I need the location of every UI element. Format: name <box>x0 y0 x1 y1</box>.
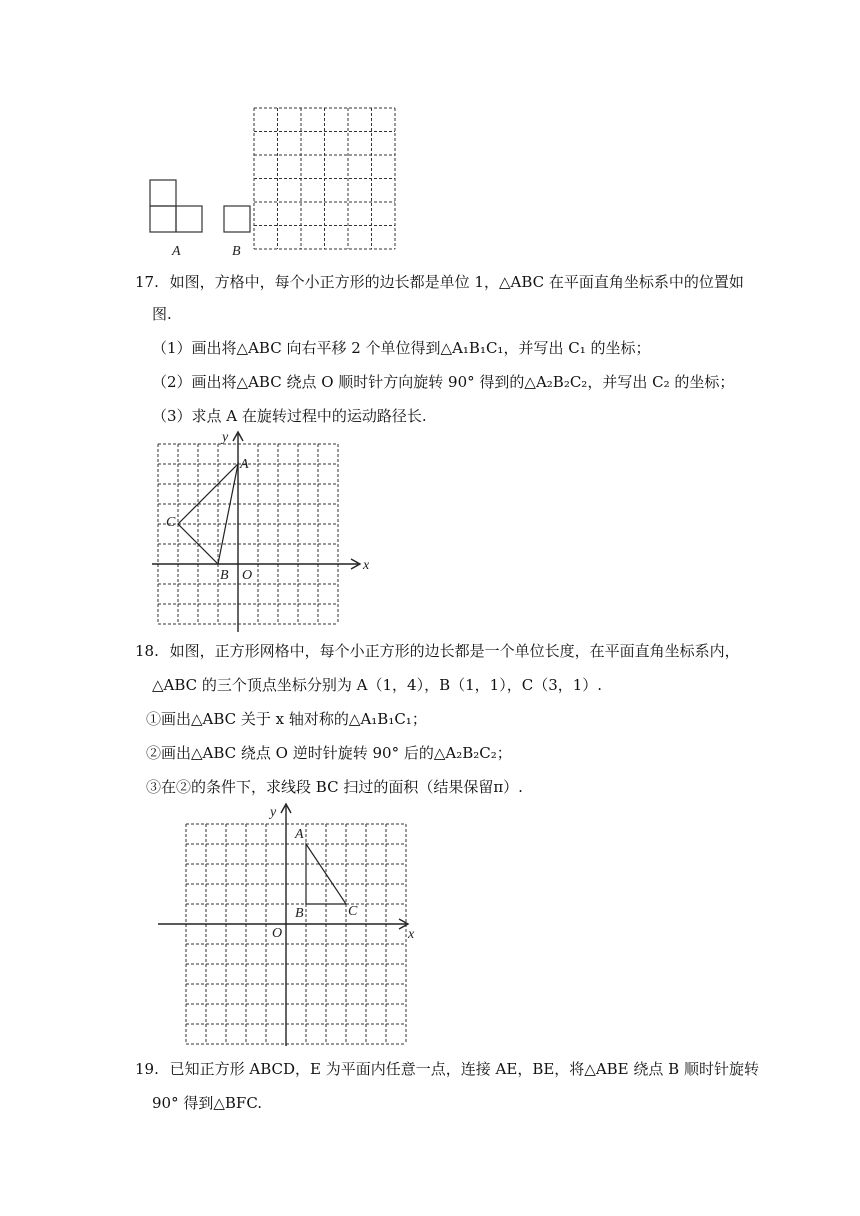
point-a-label-18: A <box>295 827 304 842</box>
shape-a-square-bottom-left <box>150 206 176 232</box>
dashed-grid-18 <box>186 824 406 1044</box>
shape-a-square-top <box>150 180 176 206</box>
shape-b-label: B <box>232 244 241 258</box>
q18-item3: ③在②的条件下，求线段 BC 扫过的面积（结果保留π）. <box>146 778 523 796</box>
figure-17-svg <box>148 428 378 634</box>
q18-stem-line2: △ABC 的三个顶点坐标分别为 A（1，4），B（1，1），C（3，1）. <box>152 676 603 694</box>
figure-17 <box>148 428 378 634</box>
q19-stem-line2: 90° 得到△BFC. <box>152 1094 263 1112</box>
q18-item1: ①画出△ABC 关于 x 轴对称的△A₁B₁C₁； <box>146 710 427 728</box>
shape-a-label: A <box>172 244 181 258</box>
q17-stem-text: 如图，方格中，每个小正方形的边长都是单位 1，△ABC 在平面直角坐标系中的位置如 <box>169 273 744 291</box>
origin-label-18: O <box>272 926 283 941</box>
y-axis-label-17: y <box>222 430 229 445</box>
point-b-label-18: B <box>295 906 304 921</box>
y-axis-label-18: y <box>270 805 277 820</box>
q18-item2: ②画出△ABC 绕点 O 逆时针旋转 90° 后的△A₂B₂C₂； <box>146 744 512 762</box>
point-a-label-17: A <box>240 457 249 472</box>
q17-number: 17. <box>135 273 159 291</box>
figure-18 <box>156 800 422 1048</box>
shape-b-square <box>224 206 250 232</box>
q17-stem-line2: 图. <box>152 305 172 323</box>
shape-a-square-bottom-right <box>176 206 202 232</box>
figure-16 <box>146 106 400 258</box>
q19-stem-line1 <box>135 1059 759 1079</box>
q17-part1: （1）画出将△ABC 向右平移 2 个单位得到△A₁B₁C₁，并写出 C₁ 的坐标； <box>152 339 651 357</box>
dashed-grid-16 <box>254 108 395 249</box>
point-c-label-17: C <box>166 515 176 530</box>
q18-stem-line1 <box>135 641 740 661</box>
q17-part2: （2）画出将△ABC 绕点 O 顺时针方向旋转 90° 得到的△A₂B₂C₂，并写出 C₂ 的坐标； <box>152 373 735 391</box>
q18-number: 18. <box>135 642 159 660</box>
x-axis-label-17: x <box>363 558 370 573</box>
figure-16-svg <box>146 106 400 258</box>
q17-part3: （3）求点 A 在旋转过程中的运动路径长. <box>152 407 427 425</box>
q19-number: 19. <box>135 1060 159 1078</box>
point-b-label-17: B <box>220 568 229 583</box>
x-axis-label-18: x <box>408 927 415 942</box>
figure-18-svg <box>156 800 422 1048</box>
origin-label-17: O <box>242 568 253 583</box>
q17-stem-line1 <box>135 272 744 292</box>
q19-stem-text: 已知正方形 ABCD，E 为平面内任意一点，连接 AE，BE，将△ABE 绕点 B 顺时针旋转 <box>169 1060 759 1078</box>
q18-stem-text: 如图，正方形网格中，每个小正方形的边长都是一个单位长度，在平面直角坐标系内， <box>169 642 740 660</box>
point-c-label-18: C <box>348 904 358 919</box>
triangle-abc-17 <box>178 464 238 564</box>
